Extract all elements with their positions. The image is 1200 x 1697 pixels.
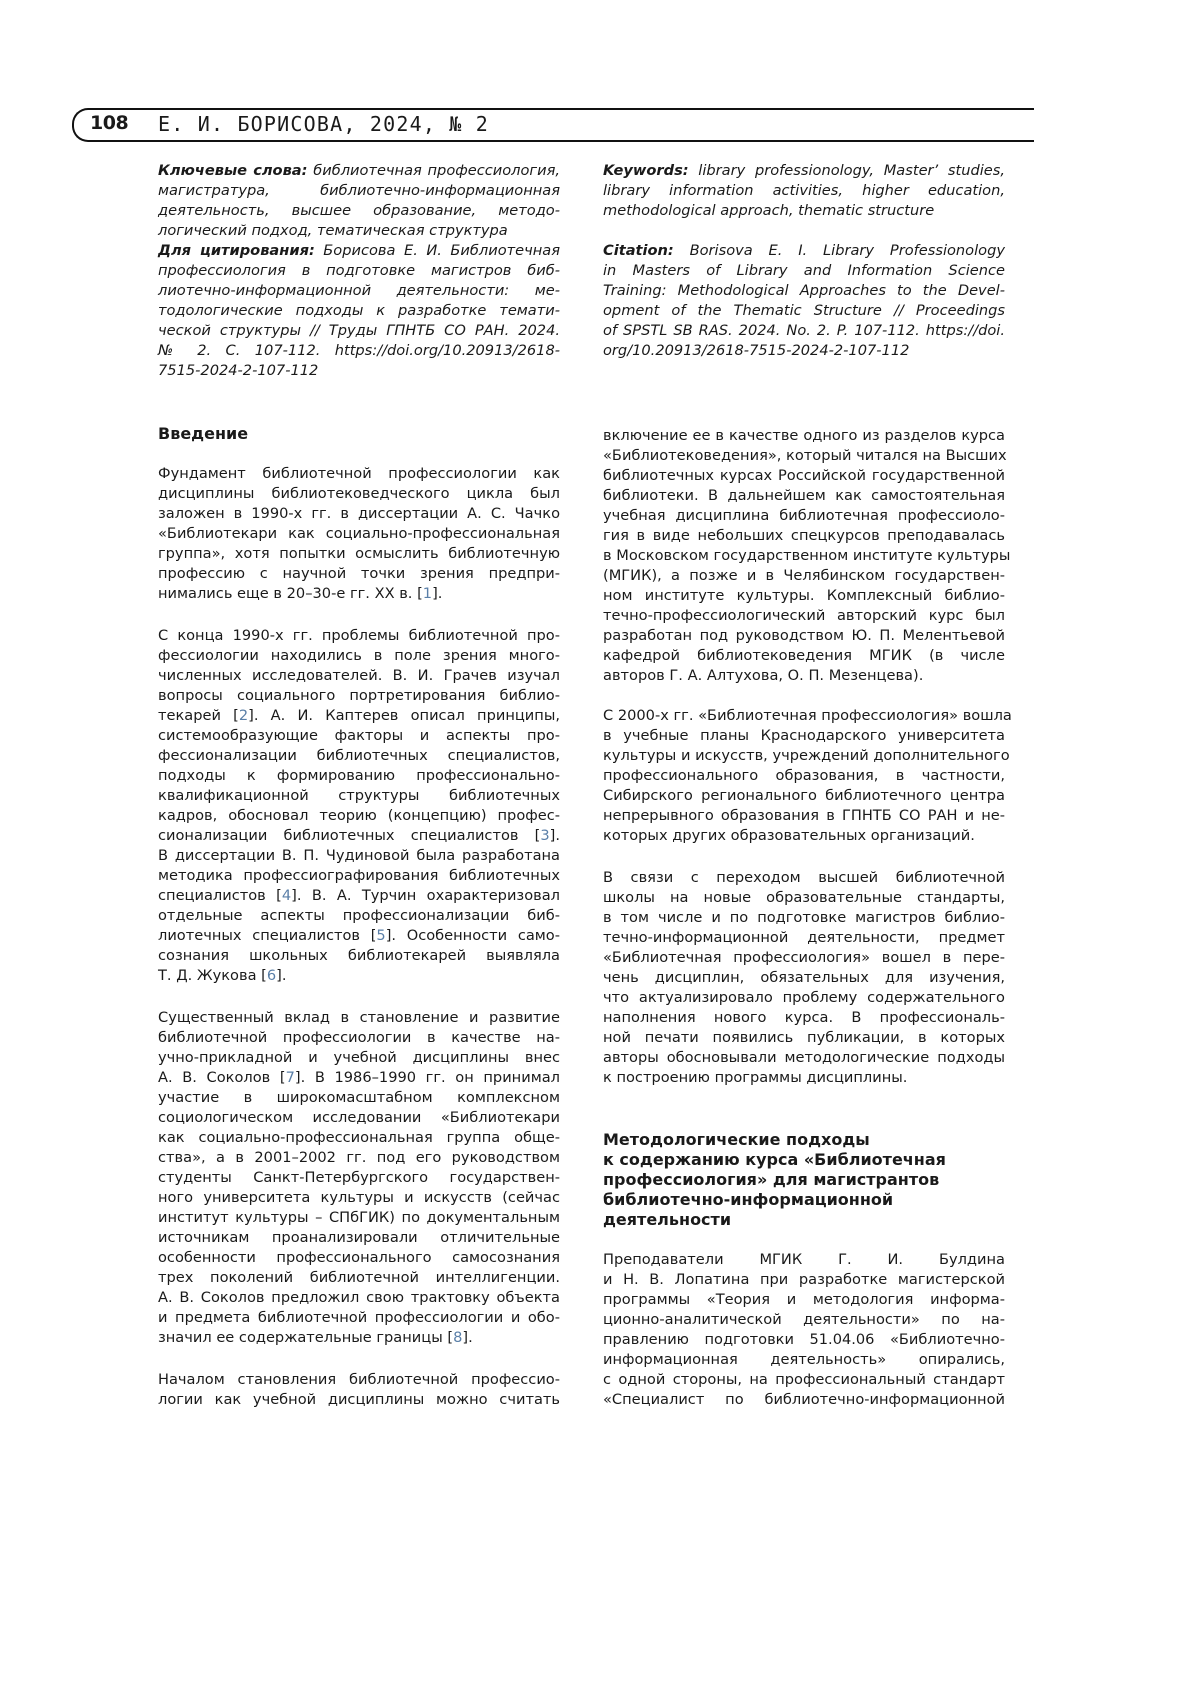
paragraph-line: «Специалист по библиотечно-информационной — [603, 1390, 1005, 1410]
left-column-body — [158, 464, 560, 1410]
paragraph-line: непрерывного образования в ГПНТБ СО РАН и не- — [603, 806, 1005, 826]
citation-label: Citation: — [603, 242, 674, 259]
paragraph-line: значил ее содержательные границы [8]. — [158, 1328, 560, 1348]
page-number: 108 — [90, 112, 128, 134]
paragraph-line: сионализации библиотечных специалистов [3]. — [158, 826, 560, 846]
paragraph-line: участие в широкомасштабном комплексном — [158, 1088, 560, 1108]
citation-line: org/10.20913/2618-7515-2024-2-107-112 — [603, 341, 1005, 361]
paragraph-line: школы на новые образовательные стандарты, — [603, 888, 1005, 908]
citation-line: Training: Methodological Approaches to the Devel- — [603, 281, 1005, 301]
paragraph-line: методика профессиографирования библиотечных — [158, 866, 560, 886]
paragraph-line: (МГИК), а позже и в Челябинском государствен- — [603, 566, 1005, 586]
paragraph-line: гия в виде небольших спецкурсов преподавалась — [603, 526, 1005, 546]
citation-first-line — [603, 241, 1005, 261]
reference-link[interactable]: 5 — [376, 927, 385, 944]
paragraph-line: профессию с научной точки зрения предпри- — [158, 564, 560, 584]
citation-line: № 2. С. 107-112. https://doi.org/10.20913/2618- — [158, 341, 560, 361]
paragraph-line: в том числе и по подготовке магистров библио- — [603, 908, 1005, 928]
paragraph-line: квалификационной структуры библиотечных — [158, 786, 560, 806]
paragraph-line: учебная дисциплина библиотечная профессиоло- — [603, 506, 1005, 526]
paragraph-line: А. В. Соколов предложил свою трактовку объекта — [158, 1288, 560, 1308]
paragraph-line: трех поколений библиотечной интеллигенции. — [158, 1268, 560, 1288]
paragraph-line: течно-профессиологический авторский курс был — [603, 606, 1005, 626]
paragraph-line: в Московском государственном институте культуры — [603, 546, 1005, 566]
reference-link[interactable]: 4 — [282, 887, 291, 904]
citation-label: Для цитирования: — [158, 242, 315, 259]
keywords-line: логический подход, тематическая структура — [158, 221, 560, 241]
paragraph-line: С конца 1990-х гг. проблемы библиотечной про- — [158, 626, 560, 646]
paragraph-line: Фундамент библиотечной профессиологии как — [158, 464, 560, 484]
section-heading-introduction: Введение — [158, 424, 560, 444]
paragraph-line: вопросы социального портретирования библио- — [158, 686, 560, 706]
citation-line: профессиология в подготовке магистров биб- — [158, 261, 560, 281]
paragraph-line: и Н. В. Лопатина при разработке магистерской — [603, 1270, 1005, 1290]
paragraph-line: ном институте культуры. Комплексный библио- — [603, 586, 1005, 606]
paragraph-line: течно-информационной деятельности, предмет — [603, 928, 1005, 948]
citation-line: тодологические подходы к разработке темати- — [158, 301, 560, 321]
paragraph-line: с одной стороны, на профессиональный стандарт — [603, 1370, 1005, 1390]
metadata-ru — [158, 161, 560, 381]
paragraph-line: библиотеки. В дальнейшем как самостоятельная — [603, 486, 1005, 506]
paragraph-line: ства», а в 2001–2002 гг. под его руководством — [158, 1148, 560, 1168]
citation-text: Борисова Е. И. Библиотечная — [315, 242, 560, 259]
citation-text: Borisova E. I. Library Professionology — [674, 242, 1005, 259]
citation-line: 7515-2024-2-107-112 — [158, 361, 560, 381]
paragraph-line: институт культуры – СПбГИК) по документальным — [158, 1208, 560, 1228]
paragraph-line: В связи с переходом высшей библиотечной — [603, 868, 1005, 888]
reference-link[interactable]: 2 — [239, 707, 248, 724]
paragraph-line: ной печати появились публикации, в которых — [603, 1028, 1005, 1048]
keywords-text: library professionology, Master’ studies, — [689, 162, 1005, 179]
paragraph-line: Преподаватели МГИК Г. И. Булдина — [603, 1250, 1005, 1270]
keywords-label: Ключевые слова: — [158, 162, 308, 179]
paragraph-line: студенты Санкт-Петербургского государствен- — [158, 1168, 560, 1188]
citation-line: in Masters of Library and Information Science — [603, 261, 1005, 281]
keywords-text: библиотечная профессиология, — [308, 162, 561, 179]
paragraph-line: А. В. Соколов [7]. В 1986–1990 гг. он принимал — [158, 1068, 560, 1088]
paragraph-line: и предмета библиотечной профессиологии и обо- — [158, 1308, 560, 1328]
paragraph-line: Т. Д. Жукова [6]. — [158, 966, 560, 986]
paragraph-line: правлению подготовки 51.04.06 «Библиотечно- — [603, 1330, 1005, 1350]
metadata-en — [603, 161, 1005, 361]
citation-line: opment of the Thematic Structure // Proceedings — [603, 301, 1005, 321]
paragraph-line: особенности профессионального самосознания — [158, 1248, 560, 1268]
paragraph-line: культуры и искусств, учреждений дополнительного — [603, 746, 1005, 766]
section-heading-line: библиотечно-информационной — [603, 1190, 1005, 1210]
keywords-line: магистратура, библиотечно-информационная — [158, 181, 560, 201]
paragraph-line: библиотечных курсах Российской государственной — [603, 466, 1005, 486]
citation-line: ческой структуры // Труды ГПНТБ СО РАН. 2024. — [158, 321, 560, 341]
paragraph-line: логии как учебной дисциплины можно считать — [158, 1390, 560, 1410]
paragraph-line: профессионального образования, в частности, — [603, 766, 1005, 786]
paragraph-line: которых других образовательных организаций. — [603, 826, 1005, 846]
section-heading-line: Методологические подходы — [603, 1130, 1005, 1150]
keywords-first-line — [158, 161, 560, 181]
paragraph-line: численных исследователей. В. И. Грачев изучал — [158, 666, 560, 686]
paragraph-line: авторов Г. А. Алтухова, О. П. Мезенцева). — [603, 666, 1005, 686]
paragraph-line: к построению программы дисциплины. — [603, 1068, 1005, 1088]
keywords-first-line — [603, 161, 1005, 181]
paragraph-line: специалистов [4]. В. А. Турчин охарактеризовал — [158, 886, 560, 906]
reference-link[interactable]: 8 — [453, 1329, 462, 1346]
reference-link[interactable]: 6 — [267, 967, 276, 984]
section-heading-line: профессиология» для магистрантов — [603, 1170, 1005, 1190]
paragraph-line: сознания школьных библиотекарей выявляла — [158, 946, 560, 966]
section-heading-line: деятельности — [603, 1210, 1005, 1230]
paragraph-line: заложен в 1990-х гг. в диссертации А. С. Чачко — [158, 504, 560, 524]
paragraph-line: ного университета культуры и искусств (сейчас — [158, 1188, 560, 1208]
citation-first-line — [158, 241, 560, 261]
paragraph-line: включение ее в качестве одного из разделов курса — [603, 426, 1005, 446]
reference-link[interactable]: 3 — [540, 827, 549, 844]
paragraph-line: в учебные планы Краснодарского университета — [603, 726, 1005, 746]
keywords-label: Keywords: — [603, 162, 689, 179]
paragraph-line: Сибирского регионального библиотечного центра — [603, 786, 1005, 806]
paragraph-line: Началом становления библиотечной профессио- — [158, 1370, 560, 1390]
paragraph-line: библиотечной профессиологии в качестве на- — [158, 1028, 560, 1048]
paragraph-line: «Библиотечная профессиология» вошел в пере- — [603, 948, 1005, 968]
paragraph-line: авторы обосновывали методологические подходы — [603, 1048, 1005, 1068]
keywords-line: деятельность, высшее образование, методо- — [158, 201, 560, 221]
paragraph-line: нимались еще в 20–30-е гг. XX в. [1]. — [158, 584, 560, 604]
paragraph-line: дисциплины библиотековедческого цикла был — [158, 484, 560, 504]
keywords-line: library information activities, higher education, — [603, 181, 1005, 201]
paragraph-line: разработан под руководством Ю. П. Мелентьевой — [603, 626, 1005, 646]
paragraph-line: как социально-профессиональная группа обще- — [158, 1128, 560, 1148]
citation-line: лиотечно-информационной деятельности: ме- — [158, 281, 560, 301]
paragraph-line: социологическом исследовании «Библиотекари — [158, 1108, 560, 1128]
paragraph-line: С 2000-х гг. «Библиотечная профессиология» вошла — [603, 706, 1005, 726]
reference-link[interactable]: 1 — [423, 585, 432, 602]
paragraph-line: программы «Теория и методология информа- — [603, 1290, 1005, 1310]
paragraph-line: В диссертации В. П. Чудиновой была разработана — [158, 846, 560, 866]
paragraph-line: текарей [2]. А. И. Каптерев описал принципы, — [158, 706, 560, 726]
paragraph-line: фессиологии находились в поле зрения много- — [158, 646, 560, 666]
paragraph-line: «Библиотековедения», который читался на Высших — [603, 446, 1005, 466]
paragraph-line: кафедрой библиотековедения МГИК (в числе — [603, 646, 1005, 666]
running-title: Е. И. БОРИСОВА, 2024, № 2 — [158, 112, 489, 136]
paragraph-line: группа», хотя попытки осмыслить библиотечную — [158, 544, 560, 564]
right-column-body — [603, 426, 1005, 1410]
paragraph-line: ционно-аналитической деятельности» по на- — [603, 1310, 1005, 1330]
paragraph-line: отдельные аспекты профессионализации биб- — [158, 906, 560, 926]
citation-line: of SPSTL SB RAS. 2024. No. 2. P. 107-112. https://doi. — [603, 321, 1005, 341]
paragraph-line: лиотечных специалистов [5]. Особенности само- — [158, 926, 560, 946]
paragraph-line: «Библиотекари как социально-профессиональная — [158, 524, 560, 544]
paragraph-line: чень дисциплин, обязательных для изучения, — [603, 968, 1005, 988]
paragraph-line: системообразующие факторы и аспекты про- — [158, 726, 560, 746]
paragraph-line: наполнения нового курса. В профессиональ- — [603, 1008, 1005, 1028]
paragraph-line: Существенный вклад в становление и развитие — [158, 1008, 560, 1028]
paragraph-line: кадров, обосновал теорию (концепцию) профес- — [158, 806, 560, 826]
reference-link[interactable]: 7 — [286, 1069, 295, 1086]
paragraph-line: информационная деятельность» опирались, — [603, 1350, 1005, 1370]
paragraph-line: что актуализировало проблему содержательного — [603, 988, 1005, 1008]
paragraph-line: учно-прикладной и учебной дисциплины внес — [158, 1048, 560, 1068]
paragraph-line: фессионализации библиотечных специалистов, — [158, 746, 560, 766]
paragraph-line: источникам проанализировали отличительные — [158, 1228, 560, 1248]
section-heading-line: к содержанию курса «Библиотечная — [603, 1150, 1005, 1170]
paragraph-line: подходы к формированию профессионально- — [158, 766, 560, 786]
keywords-line: methodological approach, thematic structure — [603, 201, 1005, 221]
